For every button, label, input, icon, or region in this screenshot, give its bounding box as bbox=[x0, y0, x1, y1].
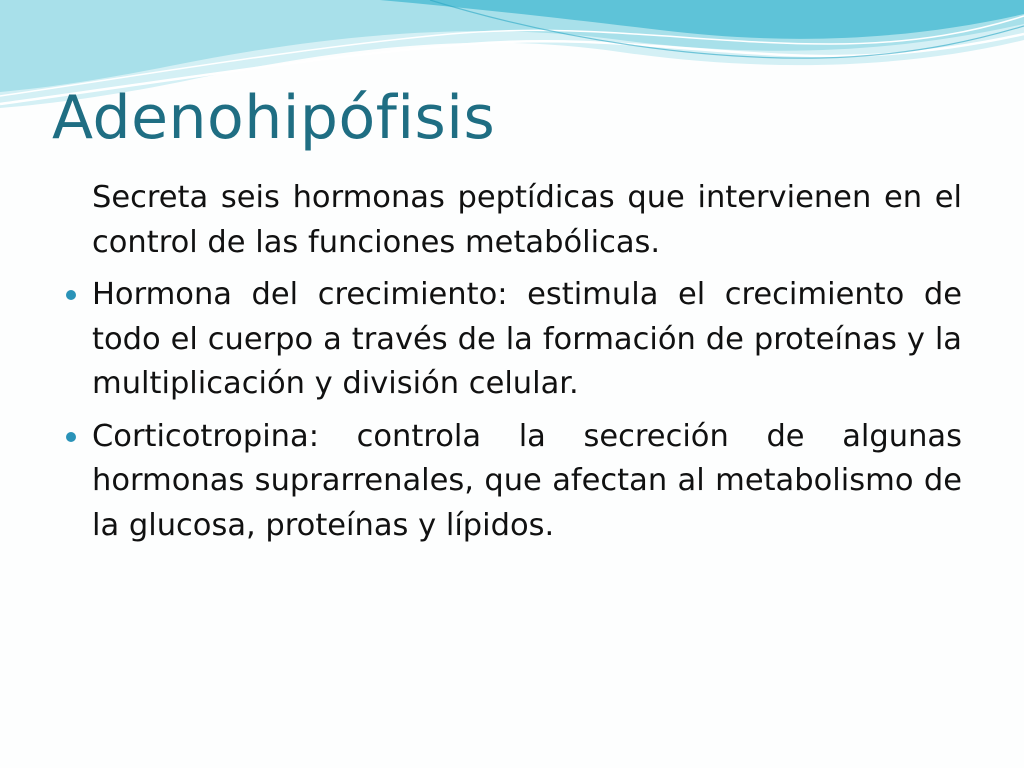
intro-paragraph-text: Secreta seis hormonas peptídicas que intervienen en el control de las funciones metabólicas. bbox=[92, 180, 962, 260]
slide-title: Adenohipófisis bbox=[52, 83, 496, 153]
bullet-item-growth-hormone bbox=[92, 273, 962, 407]
bullet-item-corticotropin bbox=[92, 415, 962, 549]
bullet-item-text: Corticotropina: controla la secreción de algunas hormonas suprarrenales, que afectan al metabolismo de la glucosa, proteínas y lípidos. bbox=[92, 418, 962, 543]
intro-paragraph bbox=[92, 176, 962, 265]
bullet-item-text: Hormona del crecimiento: estimula el crecimiento de todo el cuerpo a través de la formación de proteínas y la multiplicación y división celular. bbox=[92, 277, 962, 401]
bullet-dot-icon bbox=[66, 290, 76, 300]
bullet-dot-icon bbox=[66, 432, 76, 442]
slide-body bbox=[92, 176, 962, 548]
